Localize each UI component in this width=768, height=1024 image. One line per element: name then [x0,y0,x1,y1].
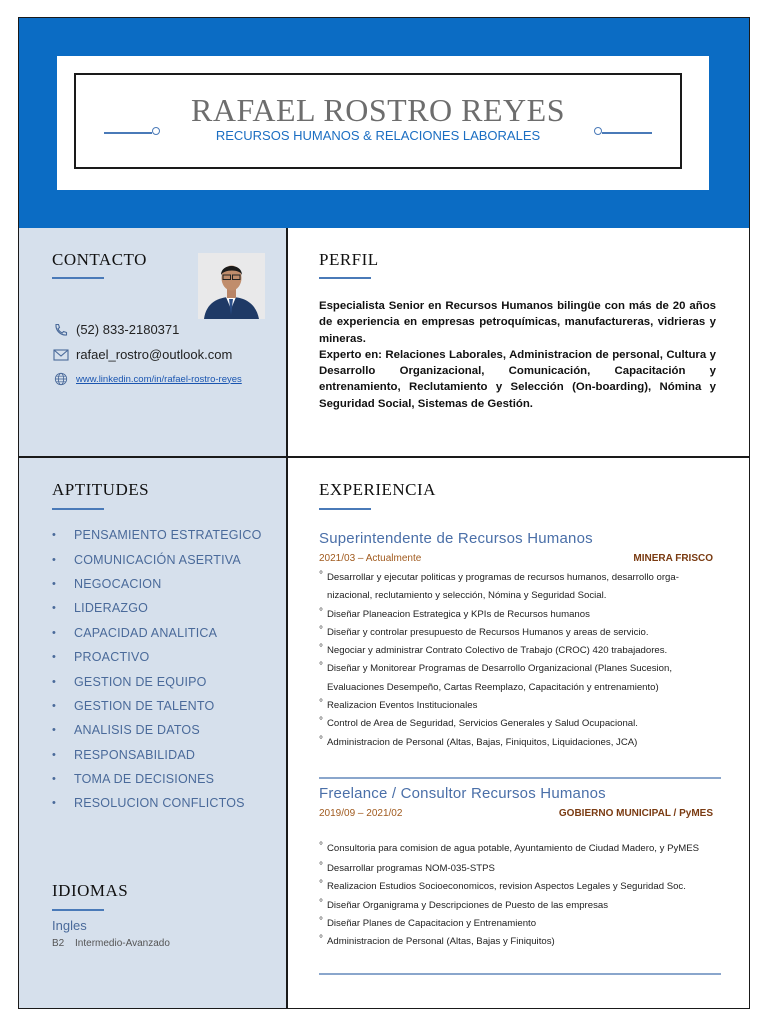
list-item: ° Desarrollar programas NOM-035-STPS [319,860,719,878]
perfil-paragraph-1: Especialista Senior en Recursos Humanos bilingüe con más de 20 años de experiencia en empresas petroquímicas, manufactureras, vidrieras y mineras. [319,300,716,345]
bullet-icon: • [52,626,57,639]
skill-label: TOMA DE DECISIONES [74,772,215,787]
job-dates: 2019/09 – 2021/02 [319,808,403,819]
skill-label: COMUNICACIÓN ASERTIVA [74,552,241,567]
list-item [52,596,262,620]
list-item: ° Desarrollar y ejecutar politicas y programas de recursos humanos, desarrollo orga- [319,569,719,587]
perfil-underline [319,277,371,279]
header-banner [19,18,749,228]
linkedin-link[interactable]: www.linkedin.com/in/rafael-rostro-reyes [76,373,242,385]
bullet-icon: • [52,773,57,786]
skill-label: RESPONSABILIDAD [74,747,196,762]
skills-list [52,523,262,816]
bullet-icon: • [52,553,57,566]
perfil-text [319,298,716,412]
list-item: ° Consultoria para comision de agua potable, Ayuntamiento de Ciudad Madero, y PyMES [319,842,719,855]
skill-label: GESTION DE EQUIPO [74,674,207,689]
skill-label: ANALISIS DE DATOS [74,723,200,738]
perfil-heading: PERFIL [319,250,379,269]
list-item [52,743,262,767]
list-item [52,669,262,693]
list-item [52,694,262,718]
language-level-text: Intermedio-Avanzado [75,938,170,949]
list-item: ° Negociar y administrar Contrato Colectivo de Trabajo (CROC) 420 trabajadores. [319,642,719,660]
list-item: ° Administracion de Personal (Altas, Bajas, Finiquitos, Liquidaciones, JCA) [319,734,719,752]
language-level [52,938,170,949]
job-company: MINERA FRISCO [633,553,713,564]
profile-photo [198,253,265,319]
globe-icon [53,372,69,386]
contact-phone [53,322,179,337]
skill-label: RESOLUCION CONFLICTOS [74,796,245,811]
skill-label: PROACTIVO [74,650,150,665]
idiomas-underline [52,909,104,911]
phone-icon [53,323,69,337]
bullet-icon: • [52,529,57,542]
contact-email [53,347,232,362]
bullet-icon: • [52,602,57,615]
candidate-name: RAFAEL ROSTRO REYES [191,92,565,128]
list-item [52,572,262,596]
skill-label: LIDERAZGO [74,601,149,616]
list-item: ° Diseñar Planes de Capacitacion y Entrenamiento [319,915,719,933]
bullet-icon: • [52,748,57,761]
list-item: Evaluaciones Desempeño, Cartas Reemplazo, Capacitación y entrenamiento) [327,681,659,693]
contacto-underline [52,277,104,279]
skill-label: NEGOCACION [74,576,162,591]
aptitudes-heading: APTITUDES [52,480,150,499]
list-item [52,718,262,742]
row-divider [19,456,749,458]
list-item: ° Diseñar Planeacion Estrategica y KPIs de Recursos humanos [319,606,719,624]
contacto-heading: CONTACTO [52,250,147,269]
job-title: Superintendente de Recursos Humanos [319,530,593,547]
list-item [52,621,262,645]
job-dates: 2021/03 – Actualmente [319,553,422,564]
skill-label: PENSAMIENTO ESTRATEGICO [74,528,262,543]
list-item: ° Realizacion Eventos Institucionales [319,697,719,715]
experiencia-heading: EXPERIENCIA [319,480,436,499]
header-box [74,73,682,169]
list-item [52,791,262,815]
mail-icon [53,349,69,361]
section-rule [319,973,721,975]
bullet-icon: • [52,651,57,664]
language-name: Ingles [52,918,87,933]
bullet-icon: • [52,699,57,712]
list-item: ° Diseñar y Monitorear Programas de Desarrollo Organizacional (Planes Sucesion, [319,660,719,678]
list-item [52,645,262,669]
list-item: ° Realizacion Estudios Socioeconomicos, revision Aspectos Legales y Seguridad Soc. [319,878,719,896]
list-item: nizacional, reclutamiento y selección, Nómina y Seguridad Social. [327,590,607,602]
section-rule [319,777,721,779]
list-item [52,767,262,791]
skill-label: CAPACIDAD ANALITICA [74,625,218,640]
list-item [52,547,262,571]
column-divider [286,228,288,1008]
perfil-paragraph-2: Experto en: Relaciones Laborales, Administracion de personal, Cultura y Desarrollo Organizacional, Comunicación, Capacitación y entrenamiento, Reclutamiento y Selección (On-boarding), Nómina y Seguridad Social, Sistemas de Gestión. [319,348,716,410]
contact-linkedin [53,372,242,386]
list-item: ° Diseñar Organigrama y Descripciones de Puesto de las empresas [319,897,719,915]
idiomas-heading: IDIOMAS [52,881,129,900]
bullet-icon: • [52,577,57,590]
list-item [52,523,262,547]
bullet-icon: • [52,724,57,737]
language-level-code: B2 [52,938,65,949]
aptitudes-underline [52,508,104,510]
header-panel [57,56,709,190]
experiencia-underline [319,508,371,510]
list-item: ° Control de Area de Seguridad, Servicios Generales y Salud Ocupacional. [319,715,719,733]
bullet-icon: • [52,675,57,688]
phone-text: (52) 833-2180371 [76,322,180,337]
job-responsibilities [319,569,719,752]
list-item: ° Administracion de Personal (Altas, Bajas y Finiquitos) [319,933,719,951]
bullet-icon: • [52,797,57,810]
skill-label: GESTION DE TALENTO [74,698,215,713]
job-responsibilities [319,842,719,951]
job-company: GOBIERNO MUNICIPAL / PyMES [558,808,713,819]
candidate-subtitle: RECURSOS HUMANOS & RELACIONES LABORALES [215,128,541,143]
list-item: ° Diseñar y controlar presupuesto de Recursos Humanos y areas de servicio. [319,624,719,642]
email-text: rafael_rostro@outlook.com [76,347,233,362]
resume-page [18,17,750,1009]
job-title: Freelance / Consultor Recursos Humanos [319,785,606,802]
